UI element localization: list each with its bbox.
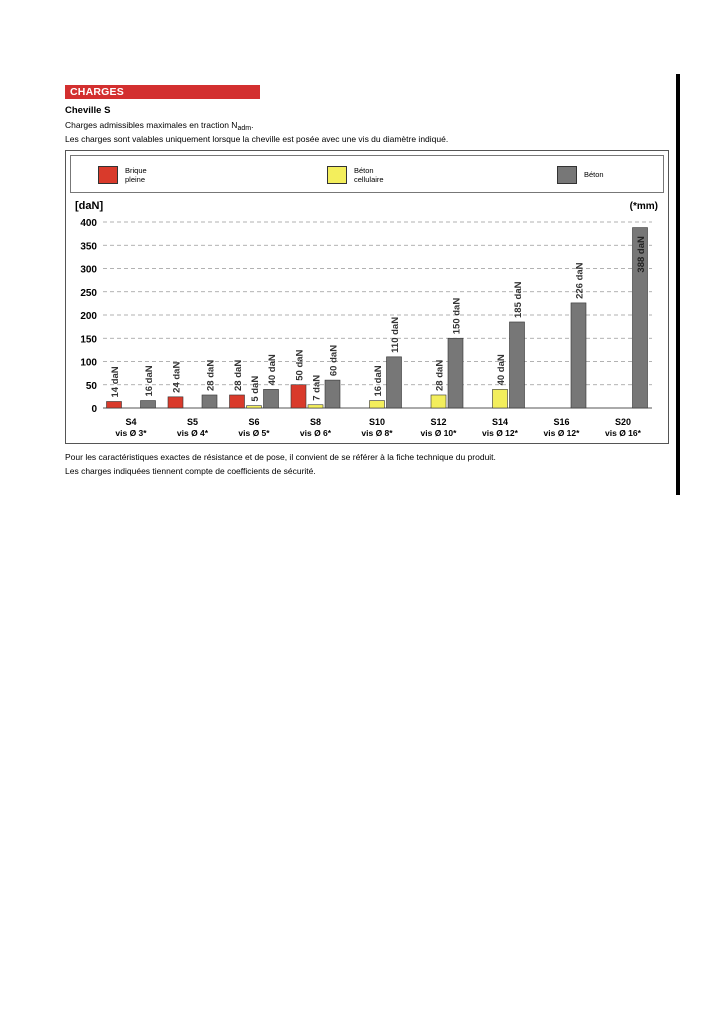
page-edge-rule — [676, 74, 680, 495]
bar-S5-series-0 — [168, 397, 183, 408]
x-tick-sublabel-S12: vis Ø 10* — [420, 428, 457, 438]
x-tick-sublabel-S10: vis Ø 8* — [361, 428, 393, 438]
data-label-S4-series-0: 14 daN — [110, 366, 121, 398]
data-label-S20-series-2: 388 daN — [636, 236, 647, 273]
y-tick-label-0: 0 — [91, 404, 97, 415]
bar-S8-series-1 — [308, 405, 323, 408]
bar-S4-series-0 — [107, 401, 122, 408]
data-label-S12-series-1: 28 daN — [434, 359, 446, 391]
data-label-S4-series-2: 16 daN — [144, 365, 155, 397]
data-label-S5-series-0: 24 daN — [171, 361, 183, 393]
data-label-S6-series-2: 40 daN — [267, 354, 278, 386]
y-tick-label-400: 400 — [80, 218, 97, 229]
y-tick-label-150: 150 — [80, 334, 97, 346]
bar-S12-series-2 — [448, 338, 463, 408]
footer-note-2: Les charges indiquées tiennent compte de coefficients de sécurité. — [65, 466, 316, 476]
bar-chart — [66, 151, 668, 443]
x-tick-sublabel-S14: vis Ø 12* — [482, 428, 518, 438]
data-label-S16-series-2: 226 daN — [574, 262, 586, 299]
bar-S16-series-2 — [571, 303, 586, 408]
data-label-S10-series-2: 110 daN — [390, 316, 401, 353]
legend-label-beton-1: Béton — [584, 170, 604, 179]
x-tick-label-S6: S6 — [248, 417, 260, 427]
data-label-S12-series-2: 150 daN — [451, 297, 463, 335]
data-label-S5-series-2: 28 daN — [205, 359, 217, 391]
product-title: Cheville S — [65, 105, 111, 116]
x-tick-label-S8: S8 — [309, 417, 322, 427]
y-axis-title: [daN] — [75, 200, 104, 212]
legend-label-brique-1: Brique — [125, 166, 147, 175]
description-line-1-subscript: adm — [237, 125, 252, 132]
data-label-S8-series-1: 7 daN — [311, 374, 323, 401]
x-tick-sublabel-S5: vis Ø 4* — [176, 428, 209, 438]
y-tick-label-300: 300 — [80, 264, 97, 276]
data-label-S6-series-1: 5 daN — [250, 375, 261, 402]
x-tick-label-S5: S5 — [186, 417, 199, 427]
unit-note: (*mm) — [629, 201, 658, 212]
y-tick-label-200: 200 — [80, 311, 97, 322]
x-tick-sublabel-S8: vis Ø 6* — [299, 428, 332, 438]
x-tick-label-S16: S16 — [553, 417, 570, 427]
footer-note-1: Pour les caractéristiques exactes de résistance et de pose, il convient de se référer à la fiche technique du produit. — [65, 452, 496, 462]
x-tick-sublabel-S20: vis Ø 16* — [605, 428, 641, 438]
bar-S10-series-1 — [370, 401, 385, 408]
x-tick-label-S10: S10 — [368, 417, 386, 427]
bar-S6-series-2 — [264, 389, 279, 408]
bar-S8-series-2 — [325, 380, 340, 408]
bar-S5-series-2 — [202, 395, 217, 408]
description-line-2: Les charges sont valables uniquement lorsque la cheville est posée avec une vis du diamètre indiqué. — [65, 134, 449, 144]
data-label-S8-series-0: 50 daN — [294, 349, 306, 381]
y-tick-label-50: 50 — [85, 380, 97, 392]
bar-S14-series-2 — [510, 322, 525, 408]
description-line-1-main: Charges admissibles maximales en traction N — [65, 120, 238, 130]
chart-frame — [65, 150, 669, 444]
bar-S12-series-1 — [431, 395, 446, 408]
data-label-S14-series-2: 185 daN — [513, 281, 524, 318]
description-line-1-end: . — [251, 120, 254, 130]
bar-S6-series-0 — [230, 395, 245, 408]
legend-label-cellulaire-2: cellulaire — [354, 175, 384, 184]
data-label-S14-series-1: 40 daN — [496, 354, 507, 386]
x-tick-sublabel-S6: vis Ø 5* — [238, 428, 270, 438]
data-label-S10-series-1: 16 daN — [373, 365, 384, 397]
x-tick-sublabel-S4: vis Ø 3* — [115, 428, 147, 438]
x-tick-label-S20: S20 — [614, 417, 632, 427]
bar-S14-series-1 — [493, 389, 508, 408]
bar-S10-series-2 — [387, 357, 402, 408]
bar-S8-series-0 — [291, 385, 306, 408]
x-tick-label-S14: S14 — [491, 417, 509, 427]
data-label-S6-series-0: 28 daN — [233, 359, 244, 391]
x-tick-sublabel-S16: vis Ø 12* — [543, 428, 580, 438]
section-banner: CHARGES — [65, 85, 260, 99]
x-tick-label-S4: S4 — [125, 417, 137, 427]
y-tick-label-350: 350 — [80, 241, 97, 253]
y-tick-label-250: 250 — [80, 287, 97, 299]
description-line-1 — [65, 120, 253, 132]
data-label-S8-series-2: 60 daN — [328, 344, 340, 377]
legend-label-cellulaire-1: Béton — [354, 166, 374, 175]
legend-label-brique-2: pleine — [125, 175, 146, 184]
x-tick-label-S12: S12 — [430, 417, 447, 427]
y-tick-label-100: 100 — [80, 357, 97, 369]
bar-S6-series-1 — [247, 406, 262, 408]
bar-S4-series-2 — [141, 401, 156, 408]
